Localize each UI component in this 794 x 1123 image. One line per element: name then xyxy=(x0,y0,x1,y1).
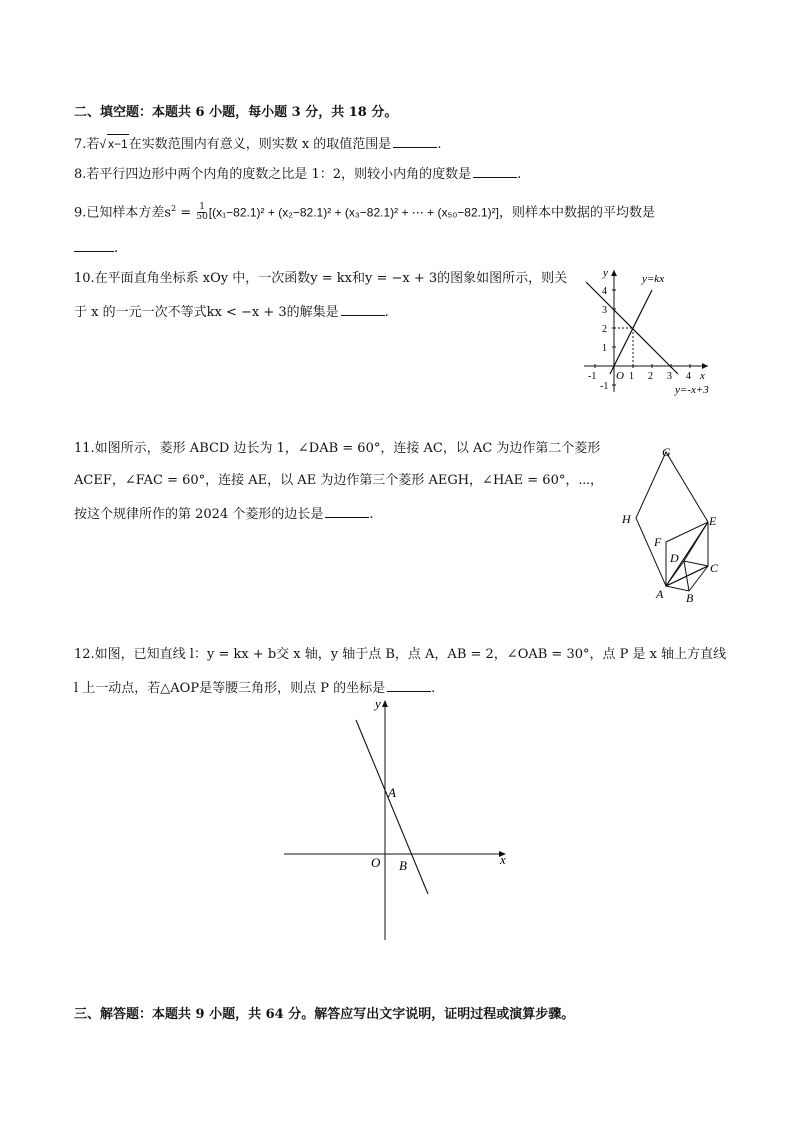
question-9 xyxy=(74,200,655,222)
q7-pre: 若 xyxy=(86,137,100,152)
q10-x-arrow xyxy=(702,363,708,369)
q7-answer-blank[interactable] xyxy=(393,134,437,148)
q10-y-arrow xyxy=(611,270,617,276)
section-3-heading: 三、解答题：本题共 9 小题，共 64 分。解答应写出文字说明，证明过程或演算步骤。 xyxy=(74,1007,575,1022)
q7-radicand: x−1 xyxy=(107,134,129,153)
q9-body: [(x₁−82.1)² + (x₂−82.1)² + (x₃−82.1)² + ⋯ + (x₅₀−82.1)²] xyxy=(208,205,499,220)
q12-label-o: O xyxy=(371,855,381,870)
q11-label-a: A xyxy=(656,587,664,601)
q8-answer-blank[interactable] xyxy=(473,164,517,178)
q10-line-2-text: 于 x 的一元一次不等式kx < −x + 3的解集是 xyxy=(74,305,339,320)
q11-line-2: ACEF，∠FAC = 60°，连接 AE，以 AE 为边作第三个菱形 AEGH，∠HAE = 60°，⋯， xyxy=(74,473,604,488)
q11-end: . xyxy=(369,507,374,522)
q9-answer-blank[interactable] xyxy=(74,238,114,252)
q7-end: . xyxy=(437,137,442,152)
q11-rhombus-figure xyxy=(616,440,732,610)
q9-fraction xyxy=(196,203,207,222)
q10-ytick-2: 2 xyxy=(602,324,607,335)
q12-y-arrow xyxy=(382,700,388,707)
q9-frac-num: 1 xyxy=(199,202,205,213)
q10-end: . xyxy=(384,305,389,320)
q11-label-b: B xyxy=(686,591,694,605)
q11-label-e: E xyxy=(709,514,717,528)
q10-xtick-4: 4 xyxy=(686,371,691,382)
q10-line-kx xyxy=(610,290,652,374)
q12-answer-blank[interactable] xyxy=(387,678,431,692)
q12-label-x: x xyxy=(500,852,506,867)
q10-xtick-neg1: -1 xyxy=(588,371,597,382)
q11-answer-blank[interactable] xyxy=(325,504,369,518)
q12-end: . xyxy=(431,681,436,696)
q9-eq: = xyxy=(176,205,196,221)
q10-label-line: y=-x+3 xyxy=(675,384,709,396)
q10-label-x: x xyxy=(700,370,705,382)
q10-xtick-3: 3 xyxy=(667,371,672,382)
q9-frac-den: 50 xyxy=(196,212,208,223)
q10-answer-blank[interactable] xyxy=(341,302,385,316)
q10-line-2 xyxy=(74,302,389,322)
q10-line-1: 10.在平面直角坐标系 xOy 中，一次函数y = kx和y = −x + 3的图象如图所示，则关 xyxy=(74,271,568,286)
q7-number: 7. xyxy=(74,137,87,152)
q10-label-y: y xyxy=(603,267,608,279)
q9-post: ，则样本中数据的平均数是 xyxy=(498,205,655,221)
q12-graph xyxy=(278,694,518,944)
section-2-heading: 二、填空题：本题共 6 小题，每小题 3 分，共 18 分。 xyxy=(74,105,398,120)
q11-label-d: D xyxy=(670,551,679,565)
q10-ytick-neg1: -1 xyxy=(600,381,609,392)
rhombus-aegh xyxy=(636,452,708,586)
diagonal-db xyxy=(684,561,689,591)
q10-xtick-1: 1 xyxy=(629,371,634,382)
q9-answer-line xyxy=(74,238,118,258)
q10-ticks xyxy=(595,290,690,385)
q12-label-a: A xyxy=(388,785,396,800)
q8-text: 8.若平行四边形中两个内角的度数之比是 1：2，则较小内角的度数是 xyxy=(74,167,472,182)
q11-label-c: C xyxy=(710,561,719,575)
q9-square: 2 xyxy=(171,204,177,213)
q12-line-l xyxy=(356,720,428,894)
q10-ytick-1: 1 xyxy=(602,343,607,354)
question-8 xyxy=(74,164,521,184)
q7-post: 在实数范围内有意义，则实数 x 的取值范围是 xyxy=(128,137,392,152)
q12-label-y: y xyxy=(375,696,381,711)
q10-ytick-4: 4 xyxy=(602,286,607,297)
q11-label-h: H xyxy=(622,512,631,526)
question-7: 7.若√ x−1在实数范围内有意义，则实数 x 的取值范围是 . xyxy=(74,134,441,154)
q9-pre: 9.已知样本方差s xyxy=(74,205,172,221)
q10-ytick-3: 3 xyxy=(602,305,607,316)
q10-label-kx: y=kx xyxy=(642,273,665,285)
q12-label-b: B xyxy=(399,858,407,873)
q11-line-1: 11.如图所示，菱形 ABCD 边长为 1，∠DAB = 60°，连接 AC，以 AC 为边作第二个菱形 xyxy=(74,441,601,456)
q10-graph xyxy=(576,262,726,402)
q12-line-1: 12.如图，已知直线 l：y = kx + b交 x 轴，y 轴于点 B，点 A，AB = 2，∠OAB = 30°，点 P 是 x 轴上方直线 xyxy=(74,647,727,662)
q11-label-f: F xyxy=(654,535,662,549)
q11-line-3-text: 按这个规律所作的第 2024 个菱形的边长是 xyxy=(74,507,324,522)
q8-end: . xyxy=(517,167,522,182)
q11-line-3 xyxy=(74,504,374,524)
q10-label-origin: O xyxy=(616,370,624,382)
q12-line-2-text: l 上一动点，若△AOP是等腰三角形，则点 P 的坐标是 xyxy=(74,681,386,696)
q11-label-g: G xyxy=(662,445,671,459)
q9-end: . xyxy=(114,241,119,256)
q10-xtick-2: 2 xyxy=(648,371,653,382)
